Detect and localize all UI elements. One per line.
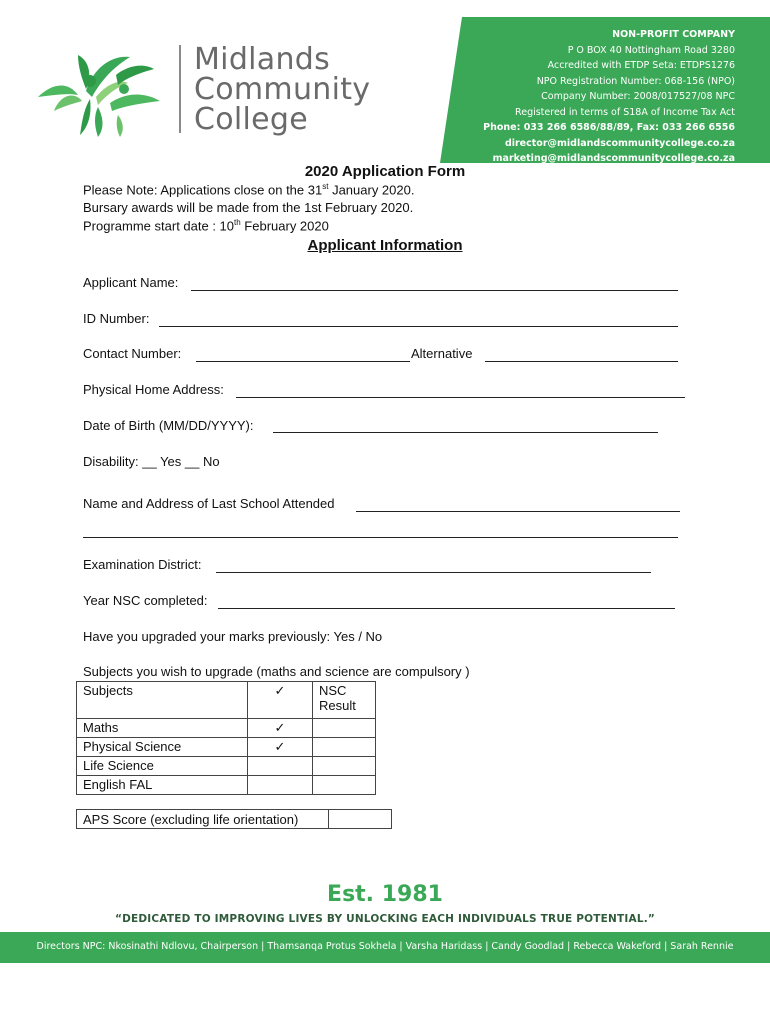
subjects-intro: Subjects you wish to upgrade (maths and science are compulsory ) xyxy=(83,664,470,679)
logo-text-line2: Community xyxy=(194,72,371,107)
subject-name: Physical Science xyxy=(77,738,248,757)
info-line-company-number: Company Number: 2008/017527/08 NPC xyxy=(541,91,735,102)
id-number-field[interactable] xyxy=(159,326,678,327)
dob-label: Date of Birth (MM/DD/YYYY): xyxy=(83,418,254,433)
subject-nsc-result[interactable] xyxy=(313,719,376,738)
id-number-label: ID Number: xyxy=(83,311,150,326)
note-start-date: Programme start date : 10th February 2020 xyxy=(83,218,329,234)
subject-check-cell[interactable] xyxy=(248,757,313,776)
info-line-marketing-email: marketing@midlandscommunitycollege.co.za xyxy=(492,153,735,164)
info-line-tax: Registered in terms of S18A of Income Tax Act xyxy=(515,106,735,118)
info-line-address: P O BOX 40 Nottingham Road 3280 xyxy=(567,44,735,56)
applicant-name-field[interactable] xyxy=(191,290,678,291)
logo-text-line1: Midlands xyxy=(194,42,331,77)
logo-text-line3: College xyxy=(194,102,309,137)
table-header-row xyxy=(77,682,376,719)
upgraded-marks-question[interactable]: Have you upgraded your marks previously: Yes / No xyxy=(83,629,383,644)
subject-check-cell[interactable] xyxy=(248,776,313,795)
alternative-number-field[interactable] xyxy=(485,361,678,362)
home-address-field[interactable] xyxy=(236,397,685,398)
nsc-year-field[interactable] xyxy=(218,608,675,609)
company-info xyxy=(470,27,735,167)
info-line-director-email: director@midlandscommunitycollege.co.za xyxy=(504,137,735,149)
info-line-phone: Phone: 033 266 6586/88/89, Fax: 033 266 6556 xyxy=(483,122,735,133)
last-school-label: Name and Address of Last School Attended xyxy=(83,496,335,511)
aps-score-label: APS Score (excluding life orientation) xyxy=(77,810,329,829)
last-school-field-line2[interactable] xyxy=(83,537,678,538)
subject-name: Maths xyxy=(77,719,248,738)
alternative-number-label: Alternative xyxy=(411,346,473,361)
exam-district-label: Examination District: xyxy=(83,557,202,572)
table-row xyxy=(77,810,392,829)
subject-name: English FAL xyxy=(77,776,248,795)
subject-nsc-result[interactable] xyxy=(313,776,376,795)
nsc-year-label: Year NSC completed: xyxy=(83,593,208,608)
header-nsc-result: NSC Result xyxy=(313,682,376,719)
table-row xyxy=(77,757,376,776)
info-line-accreditation: Accredited with ETDP Seta: ETDPS1276 xyxy=(547,60,735,71)
table-row xyxy=(77,776,376,795)
subject-nsc-result[interactable] xyxy=(313,757,376,776)
info-line-company-type: NON-PROFIT COMPANY xyxy=(612,29,735,40)
subject-name: Life Science xyxy=(77,757,248,776)
info-line-npo: NPO Registration Number: 068-156 (NPO) xyxy=(536,75,735,87)
form-title: 2020 Application Form xyxy=(304,163,466,180)
subject-check-icon[interactable]: ✓ xyxy=(248,738,313,757)
aps-score-table xyxy=(76,809,392,829)
table-row xyxy=(77,738,376,757)
header-check-icon: ✓ xyxy=(248,682,313,719)
last-school-field[interactable] xyxy=(356,511,680,512)
logo-divider xyxy=(179,45,181,133)
header-subjects: Subjects xyxy=(77,682,248,719)
applicant-name-label: Applicant Name: xyxy=(83,275,179,290)
aps-score-field[interactable] xyxy=(329,810,392,829)
note-close-date: Please Note: Applications close on the 31st January 2020. xyxy=(83,182,415,198)
dob-field[interactable] xyxy=(273,432,658,433)
section-title-applicant-info: Applicant Information xyxy=(307,237,463,254)
college-logo-icon xyxy=(32,45,164,137)
contact-number-field[interactable] xyxy=(196,361,410,362)
table-row xyxy=(77,719,376,738)
exam-district-field[interactable] xyxy=(216,572,651,573)
subjects-table xyxy=(76,681,376,795)
home-address-label: Physical Home Address: xyxy=(83,382,224,397)
subject-nsc-result[interactable] xyxy=(313,738,376,757)
contact-number-label: Contact Number: xyxy=(83,346,182,361)
established-year: Est. 1981 xyxy=(327,882,443,907)
tagline: “DEDICATED TO IMPROVING LIVES BY UNLOCKING EACH INDIVIDUALS TRUE POTENTIAL.” xyxy=(115,913,655,925)
disability-field[interactable]: Disability: __ Yes __ No xyxy=(83,454,220,469)
subject-check-icon[interactable]: ✓ xyxy=(248,719,313,738)
note-bursary: Bursary awards will be made from the 1st February 2020. xyxy=(83,200,414,215)
directors-list: Directors NPC: Nkosinathi Ndlovu, Chairperson | Thamsanqa Protus Sokhela | Varsha Haridass | Candy Goodlad | Rebecca Wakeford | Sarah Rennie xyxy=(36,941,734,952)
